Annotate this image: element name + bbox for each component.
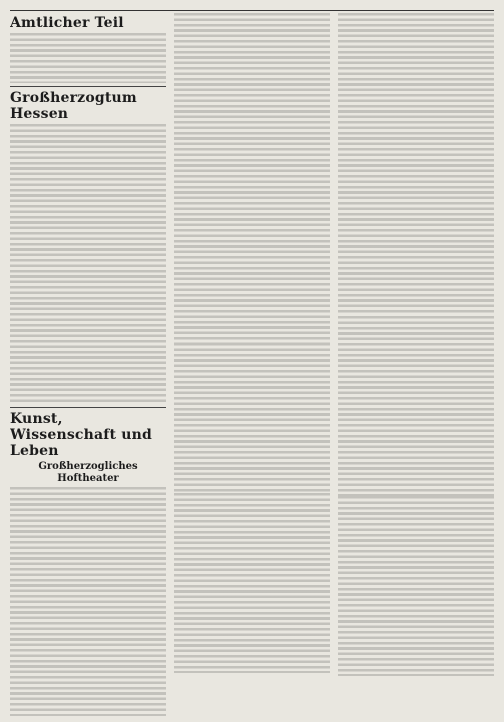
- headline-arts: Kunst, Wissenschaft und Leben: [10, 411, 153, 459]
- column-3: [338, 13, 494, 716]
- column-1: [10, 13, 166, 716]
- article-column3-lower-text: [338, 496, 494, 676]
- article-column2-upper-text: [174, 13, 330, 343]
- article-column2-lower-text: [174, 493, 330, 673]
- article-official-text: [10, 33, 166, 83]
- article-school-text: [338, 316, 494, 496]
- article-column3-upper-text: [338, 13, 494, 313]
- columns: [10, 13, 494, 716]
- subhead-arts: Großherzogliches Hoftheater: [38, 461, 138, 484]
- divider: [10, 407, 166, 408]
- headline-region: Großherzogtum Hessen: [10, 90, 137, 122]
- article-column2-middle-text: [174, 343, 330, 493]
- headline-official: Amtlicher Teil: [10, 15, 124, 31]
- header-rule: [10, 10, 494, 11]
- article-region-text: [10, 124, 166, 404]
- divider: [10, 86, 166, 87]
- article-arts-text: [10, 487, 166, 716]
- column-2: [174, 13, 330, 716]
